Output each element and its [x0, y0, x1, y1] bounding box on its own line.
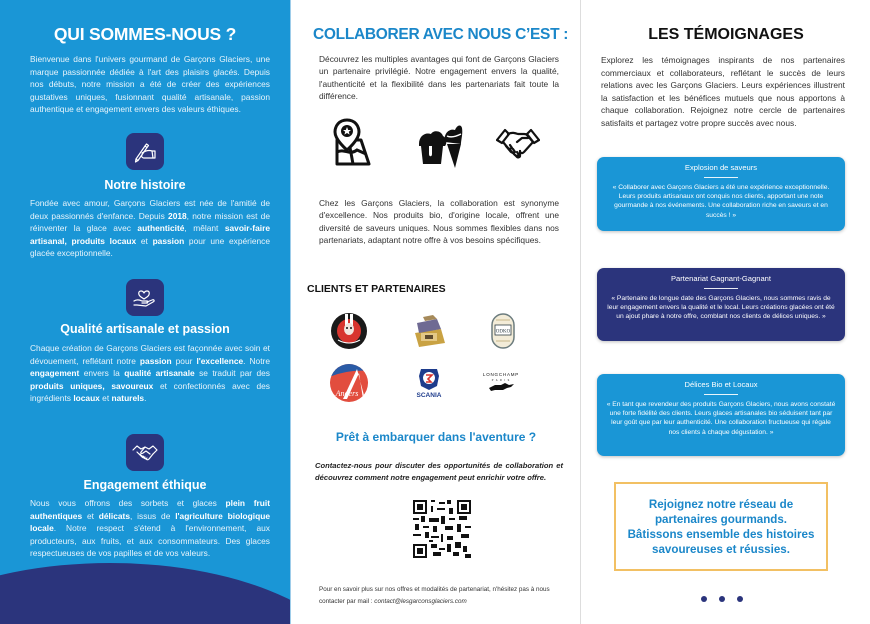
section-text-history [30, 197, 270, 260]
map-pin-star-icon [333, 118, 373, 166]
ice-cream-icon [417, 122, 463, 168]
testimonials-panel [580, 0, 870, 624]
testimonial-divider [704, 394, 738, 395]
footer-text: Pour en savoir plus sur nos offres et modalités de partenariat, n'hésitez pas à nous contacter par mail : [319, 586, 550, 605]
body-text: Fondée avec amour, Garçons Glaciers est née de l'amitié de deux passionnés d'enfance. Depuis [30, 198, 270, 221]
emphasis-text: savoir-faire artisanal, produits locaux [30, 223, 270, 246]
join-network-callout [614, 482, 828, 571]
contact-footer [319, 584, 569, 608]
collaborate-paragraph: Chez les Garçons Glaciers, la collaboration est synonyme d'excellence. Nos produits bio, d'origine locale, offrent une diversité de saveurs uniques. Nous sommes flexibles dans nos partenariats, adaptant notre offre à vos besoins spécifiques. [319, 198, 559, 246]
body-text: pour une expérience glacée exceptionnelle. [30, 235, 270, 259]
body-text: envers la [79, 368, 125, 379]
clients-title: CLIENTS ET PARTENAIRES [307, 283, 446, 295]
join-text: Rejoignez notre réseau de partenaires gourmands. Bâtissons ensemble des histoires savoureuses et réussies. [627, 497, 815, 556]
client-logo-scania [409, 363, 449, 403]
emphasis-text: l'excellence [196, 355, 244, 366]
testimonials-title: LES TÉMOIGNAGES [648, 26, 804, 43]
section-text-quality [30, 342, 270, 405]
cta-text: Contactez-nous pour discuter des opportunités de collaboration et découvrez comment notre engagement peut enrichir votre offre. [315, 461, 563, 483]
pagination-dot[interactable] [701, 596, 707, 602]
cta-title: Prêt à embarquer dans l'aventure ? [335, 430, 537, 444]
body-text: . Notre respect s'étend à l'environnement, aux producteurs, aux fruits, et aux consommateurs. Des glaces respectueuses de vos papilles et de vos valeurs. [30, 523, 270, 559]
body-text: Chaque création de Garçons Glaciers est façonnée avec soin et dévouement, reflétant notre [30, 343, 270, 366]
client-logo-hockey [329, 311, 369, 351]
emphasis-text: naturels [111, 393, 145, 404]
section-title-history: Notre histoire [104, 178, 186, 192]
testimonial-body: « Partenaire de longue date des Garçons Glaciers, nous sommes ravis de leur engagement envers la qualité et le local. Leurs créations glacées ont été un ajout phare à notre offre, comblant nos clients de délices uniques. » [607, 295, 835, 321]
emphasis-text: qualité artisanale [124, 368, 195, 379]
body-text: pour [171, 355, 197, 366]
handshake-icon [126, 434, 164, 471]
section-title-ethics: Engagement éthique [83, 478, 207, 492]
body-text: . Notre [243, 355, 270, 366]
benefit-icons [291, 118, 581, 178]
body-text: . [144, 393, 147, 404]
body-text: , mêlant [184, 223, 225, 234]
body-text: , notre mission est de réinventer la glace avec [30, 210, 270, 234]
body-text: Nous vous offrons des sorbets et glaces [30, 498, 226, 508]
heart-hand-icon [126, 279, 164, 316]
body-text: et [136, 235, 153, 246]
body-text: et [82, 510, 99, 521]
testimonial-card [597, 268, 845, 341]
hand-writing-icon [126, 133, 164, 170]
about-intro: Bienvenue dans l'univers gourmand de Garçons Glaciers, une marque passionnée dédiée à l'art des plaisirs glacés. Depuis nos débuts, notre mission a été de créer des expériences gustatives uniques, fusionnant qualité artisanale, passion authentique et engagement envers des valeurs éthiques. [30, 54, 270, 115]
pagination-dots [701, 596, 743, 602]
testimonial-card [597, 374, 845, 456]
emphasis-text: produits uniques, savoureux [30, 380, 154, 391]
about-title: QUI SOMMES-NOUS ? [53, 24, 237, 44]
svg-text:LONGCHAMP: LONGCHAMP [482, 372, 520, 377]
testimonials-intro: Explorez les témoignages inspirants de nos partenaires commerciaux et collaborateurs, reflétant le succès de leurs relations avec les Garçons Glaciers. Leurs expériences illustrent la satisfaction et les bénéfices mutuels que nous apportons à chaque collaboration. Rejoignez notre cercle de partenaires satisfaits et partagez votre propre succès avec nous. [601, 55, 845, 128]
body-text: et [99, 393, 112, 404]
svg-text:ODKO: ODKO [495, 329, 511, 335]
svg-text:SCANIA: SCANIA [416, 392, 442, 399]
testimonial-body: « En tant que revendeur des produits Garçons Glaciers, nous avons constaté une forte fidélité des clients. Leurs glaces artisanales bio séduisent tant par leur goût que par leur authenticité. Une collaboration fructueuse qui régale nos clients à chaque dégustation. » [606, 401, 836, 436]
client-logo-boutique [409, 311, 449, 351]
body-text: se traduit par des [194, 368, 270, 379]
client-logo-longchamp [481, 363, 521, 403]
testimonial-divider [704, 288, 738, 289]
emphasis-text: l'agriculture biologique locale [30, 510, 270, 534]
qr-code[interactable] [413, 500, 471, 558]
decorative-curve [0, 563, 290, 624]
svg-text:Angers: Angers [335, 389, 359, 398]
body-text: et confectionnés avec des ingrédients [30, 380, 270, 404]
testimonial-body: « Collaborer avec Garçons Glaciers a été une expérience exceptionnelle. Leurs produits artisanaux ont conquis nos clients, apportant une note gourmande à nos événements. Une collaboration riche en saveurs et en succès ! » [612, 184, 830, 219]
collaborate-panel [290, 0, 580, 624]
emphasis-text: locaux [73, 393, 100, 404]
testimonial-title: Partenariat Gagnant-Gagnant [670, 274, 772, 283]
testimonial-divider [704, 177, 738, 178]
client-logo-angers [329, 363, 369, 403]
emphasis-text: passion [152, 235, 185, 246]
emphasis-text: engagement [30, 368, 80, 379]
emphasis-text: passion [139, 355, 172, 366]
body-text: , issus de [129, 510, 176, 521]
collaborate-intro: Découvrez les multiples avantages qui font de Garçons Glaciers un partenaire privilégié. Notre engagement envers la qualité, l'authenticité et la flexibilité dans les partenariats fait toute la différence. [319, 54, 559, 102]
handshake-icon [496, 126, 540, 162]
emphasis-text: délicats [98, 510, 130, 521]
emphasis-text: 2018 [168, 210, 187, 221]
emphasis-text: plein fruit authentiques [30, 498, 270, 521]
about-panel [0, 0, 290, 624]
pagination-dot[interactable] [737, 596, 743, 602]
contact-email-link[interactable]: contact@lesgarconsglaciers.com [374, 598, 467, 605]
section-text-ethics [30, 497, 270, 560]
pagination-dot[interactable] [719, 596, 725, 602]
emphasis-text: authenticité [137, 223, 185, 234]
testimonial-title: Délices Bio et Locaux [684, 380, 758, 389]
testimonial-card [597, 157, 845, 231]
section-title-quality: Qualité artisanale et passion [60, 322, 230, 336]
client-logo-odko [483, 311, 523, 351]
svg-text:P A R I S: P A R I S [491, 379, 511, 382]
testimonial-title: Explosion de saveurs [684, 163, 758, 172]
collaborate-title: COLLABORER AVEC NOUS C’EST : [313, 26, 569, 43]
